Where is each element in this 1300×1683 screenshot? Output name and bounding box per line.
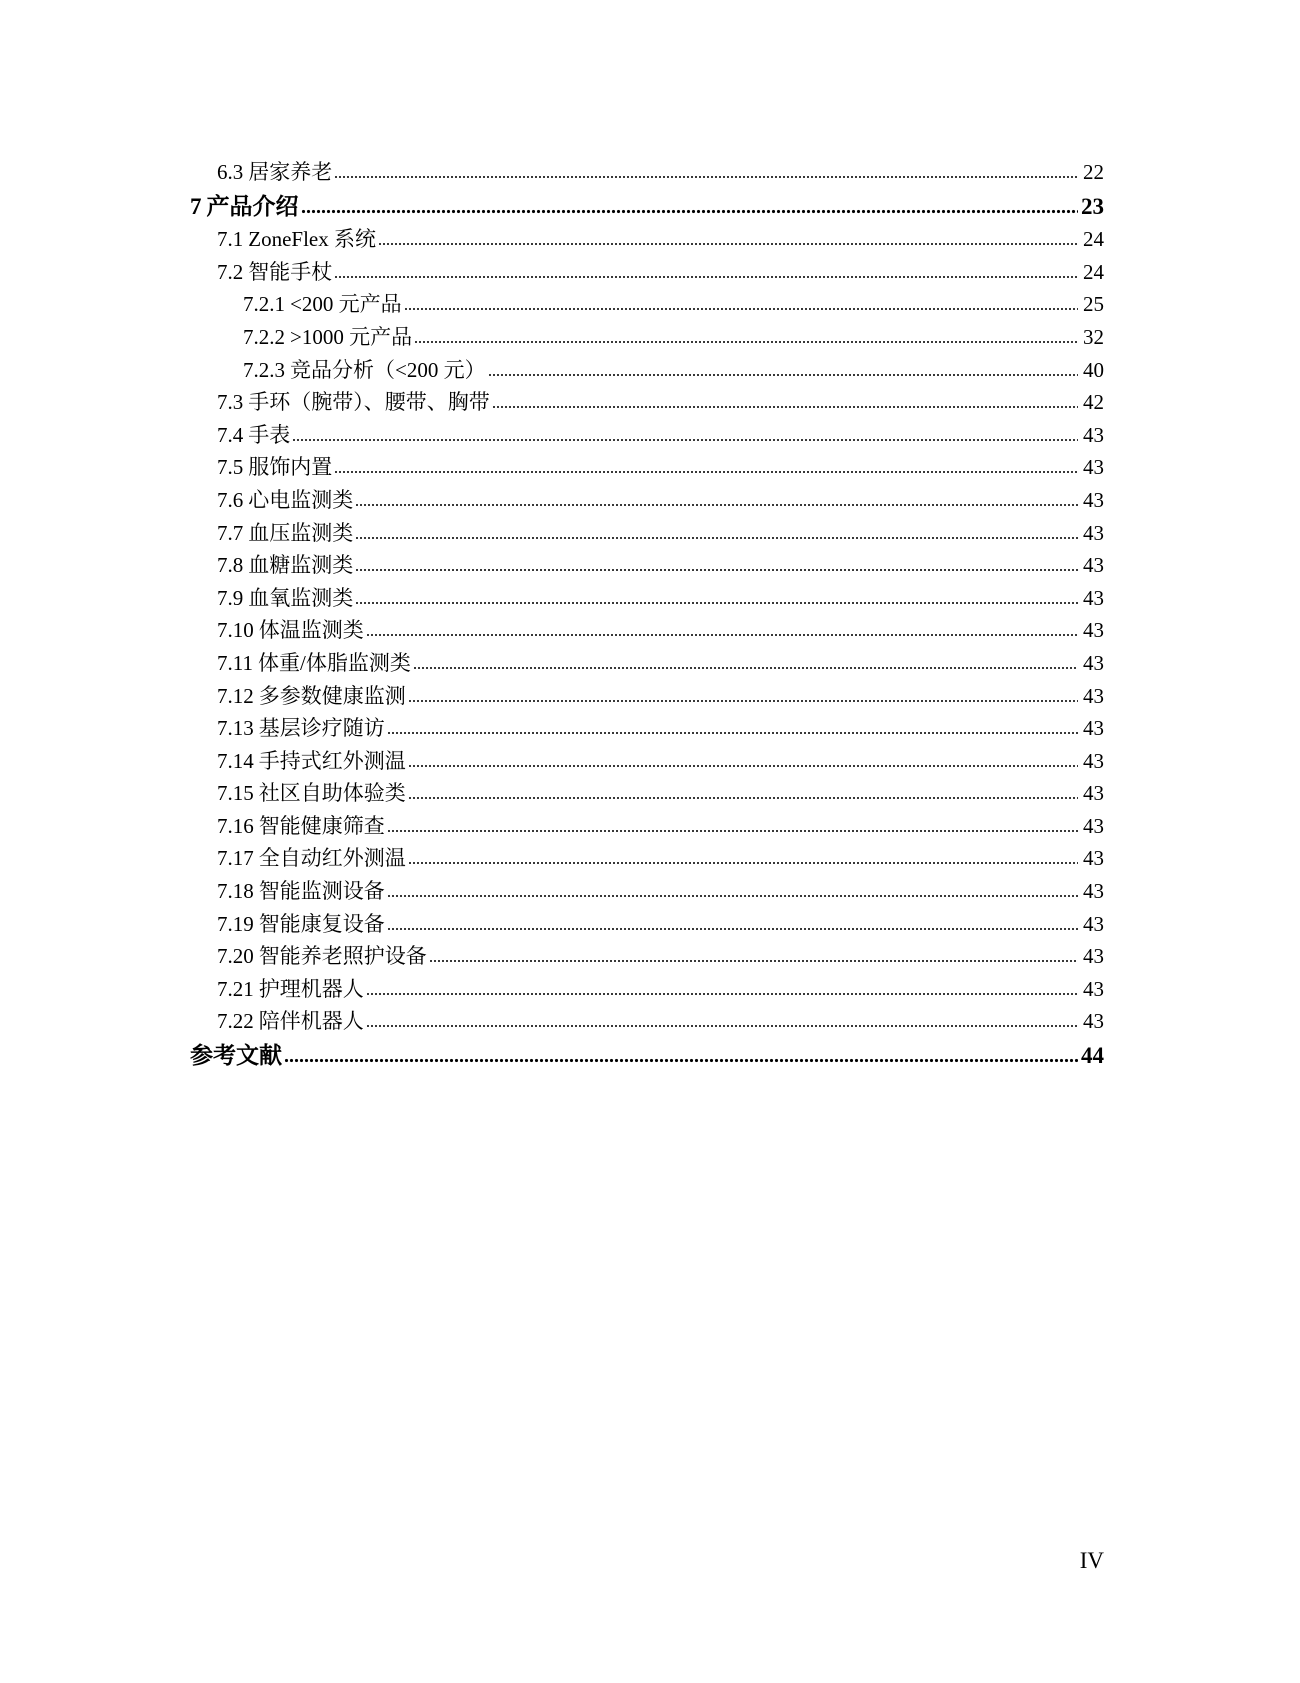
toc-entry-page: 42: [1083, 390, 1104, 415]
toc-entry-number: 7.12: [217, 683, 254, 708]
toc-entry-title: 智能监测设备: [258, 879, 385, 904]
toc-dot-leader: [408, 764, 1078, 768]
toc-entry-title: 智能手杖: [248, 259, 333, 284]
toc-entry-number: 7.7: [217, 520, 244, 545]
toc-entry-number: 7.21: [217, 976, 254, 1001]
toc-entry-title: 体温监测类: [258, 618, 364, 643]
toc-entry[interactable]: [190, 348, 1104, 381]
toc-dot-leader: [334, 470, 1078, 474]
toc-entry-page: 22: [1083, 159, 1104, 184]
toc-entry-number: 7.18: [217, 879, 254, 904]
toc-dot-leader: [488, 373, 1078, 377]
toc-entry-title: ZoneFlex 系统: [248, 227, 376, 252]
toc-entry-number: 7.2.3: [243, 357, 285, 382]
toc-dot-leader: [378, 242, 1078, 246]
toc-dot-leader: [334, 275, 1078, 279]
toc-entry[interactable]: [190, 837, 1104, 870]
toc-dot-leader: [334, 175, 1078, 179]
toc-entry-page: 43: [1083, 911, 1104, 936]
toc-entry-page: 43: [1083, 422, 1104, 447]
toc-entry-page: 43: [1083, 976, 1104, 1001]
toc-entry[interactable]: [190, 446, 1104, 479]
toc-entry-page: 43: [1083, 650, 1104, 675]
toc-entry-title: 参考文献: [190, 1043, 282, 1069]
toc-entry-title: 血糖监测类: [248, 553, 354, 578]
toc-entry-number: 7.2.1: [243, 292, 285, 317]
toc-entry-page: 43: [1083, 585, 1104, 610]
toc-entry-title: 智能养老照护设备: [258, 944, 427, 969]
toc-dot-leader: [413, 666, 1078, 670]
toc-entry[interactable]: [190, 707, 1104, 740]
toc-entry[interactable]: [190, 511, 1104, 544]
toc-entry-number: 7.1: [217, 227, 244, 252]
toc-dot-leader: [408, 699, 1078, 703]
toc-entry-page: 43: [1083, 487, 1104, 512]
toc-entry-title: >1000 元产品: [290, 324, 413, 349]
toc-entry-title: 社区自助体验类: [258, 781, 406, 806]
toc-entry-title: 血氧监测类: [248, 585, 354, 610]
toc-entry-number: 7.2: [217, 259, 244, 284]
toc-entry-number: 7.20: [217, 944, 254, 969]
toc-entry-title: 体重/体脂监测类: [257, 650, 411, 675]
toc-entry-page: 24: [1083, 227, 1104, 252]
toc-entry-page: 40: [1083, 357, 1104, 382]
toc-entry-page: 43: [1083, 846, 1104, 871]
toc-entry-page: 43: [1083, 618, 1104, 643]
toc-entry-number: 7.17: [217, 846, 254, 871]
toc-entry-title: 基层诊疗随访: [258, 716, 385, 741]
toc-entry[interactable]: [190, 935, 1104, 968]
toc-entry-title: 多参数健康监测: [258, 683, 406, 708]
toc-entry-number: 7.13: [217, 716, 254, 741]
toc-dot-leader: [355, 601, 1078, 605]
toc-dot-leader: [492, 405, 1078, 409]
toc-dot-leader: [366, 1024, 1078, 1028]
toc-entry-title: 智能康复设备: [258, 911, 385, 936]
toc-entry[interactable]: [190, 674, 1104, 707]
toc-dot-leader: [387, 731, 1078, 735]
toc-entry[interactable]: [190, 183, 1104, 218]
toc-entry-page: 43: [1083, 520, 1104, 545]
toc-dot-leader: [301, 209, 1079, 214]
table-of-contents: [190, 150, 1104, 1067]
toc-entry[interactable]: [190, 315, 1104, 348]
toc-entry-number: 7: [190, 193, 202, 219]
toc-entry-page: 43: [1083, 553, 1104, 578]
toc-entry-number: 7.19: [217, 911, 254, 936]
toc-entry[interactable]: [190, 544, 1104, 577]
toc-entry-title: 手持式红外测温: [258, 748, 406, 773]
toc-entry-number: 7.16: [217, 813, 254, 838]
toc-entry-title: 血压监测类: [248, 520, 354, 545]
toc-entry-page: 32: [1083, 324, 1104, 349]
toc-entry-title: 手环（腕带）、腰带、胸带: [248, 390, 490, 415]
toc-entry-title: 心电监测类: [248, 487, 354, 512]
toc-entry-title: 陪伴机器人: [258, 1009, 364, 1034]
toc-dot-leader: [387, 829, 1078, 833]
toc-entry-number: 7.10: [217, 618, 254, 643]
toc-entry-number: 7.6: [217, 487, 244, 512]
toc-entry[interactable]: [190, 150, 1104, 183]
toc-entry-title: 全自动红外测温: [258, 846, 406, 871]
toc-entry-page: 23: [1081, 193, 1104, 219]
toc-dot-leader: [355, 536, 1078, 540]
toc-entry-number: 7.15: [217, 781, 254, 806]
toc-dot-leader: [414, 340, 1078, 344]
toc-entry-number: 7.9: [217, 585, 244, 610]
toc-dot-leader: [429, 959, 1078, 963]
toc-entry[interactable]: [190, 413, 1104, 446]
toc-entry-title: 手表: [248, 422, 291, 447]
toc-dot-leader: [366, 633, 1078, 637]
toc-dot-leader: [408, 796, 1078, 800]
page-number: IV: [1079, 1548, 1104, 1573]
toc-entry-title: 服饰内置: [248, 455, 333, 480]
toc-entry[interactable]: [190, 869, 1104, 902]
toc-entry-title: 竞品分析（<200 元）: [290, 357, 486, 382]
toc-entry-page: 43: [1083, 944, 1104, 969]
toc-dot-leader: [404, 307, 1078, 311]
toc-entry-number: 7.5: [217, 455, 244, 480]
toc-entry-page: 43: [1083, 748, 1104, 773]
toc-entry-page: 43: [1083, 781, 1104, 806]
toc-entry-title: 护理机器人: [258, 976, 364, 1001]
toc-entry-page: 44: [1081, 1043, 1104, 1069]
toc-entry[interactable]: [190, 283, 1104, 316]
toc-entry[interactable]: [190, 250, 1104, 283]
toc-entry-page: 43: [1083, 813, 1104, 838]
toc-dot-leader: [292, 438, 1078, 442]
toc-entry[interactable]: [190, 381, 1104, 414]
toc-dot-leader: [408, 861, 1078, 865]
toc-entry[interactable]: [190, 804, 1104, 837]
toc-entry-page: 24: [1083, 259, 1104, 284]
toc-entry-number: 7.14: [217, 748, 254, 773]
toc-entry[interactable]: [190, 641, 1104, 674]
toc-entry-page: 43: [1083, 1009, 1104, 1034]
toc-entry[interactable]: [190, 576, 1104, 609]
toc-entry-page: 43: [1083, 716, 1104, 741]
toc-entry[interactable]: [190, 967, 1104, 1000]
toc-entry-page: 43: [1083, 683, 1104, 708]
toc-entry-number: 7.2.2: [243, 324, 285, 349]
toc-entry-number: 7.4: [217, 422, 244, 447]
toc-dot-leader: [366, 992, 1078, 996]
toc-entry-number: 7.3: [217, 390, 244, 415]
toc-dot-leader: [355, 503, 1078, 507]
toc-entry-title: 居家养老: [248, 159, 333, 184]
toc-dot-leader: [387, 894, 1078, 898]
toc-entry[interactable]: [190, 1032, 1104, 1067]
toc-entry-page: 43: [1083, 455, 1104, 480]
toc-entry[interactable]: [190, 609, 1104, 642]
toc-dot-leader: [355, 568, 1078, 572]
toc-entry[interactable]: [190, 739, 1104, 772]
toc-dot-leader: [284, 1058, 1078, 1063]
toc-entry-number: 6.3: [217, 159, 244, 184]
toc-entry-page: 25: [1083, 292, 1104, 317]
toc-entry[interactable]: [190, 1000, 1104, 1033]
toc-entry-number: 7.22: [217, 1009, 254, 1034]
toc-entry-title: 智能健康筛查: [258, 813, 385, 838]
toc-entry-page: 43: [1083, 879, 1104, 904]
toc-entry[interactable]: [190, 772, 1104, 805]
toc-entry-title: 产品介绍: [206, 193, 299, 219]
toc-entry[interactable]: [190, 478, 1104, 511]
toc-entry[interactable]: [190, 218, 1104, 251]
toc-entry-number: 7.11: [217, 650, 253, 675]
toc-entry-title: <200 元产品: [290, 292, 402, 317]
toc-entry-number: 7.8: [217, 553, 244, 578]
toc-dot-leader: [387, 927, 1078, 931]
toc-entry[interactable]: [190, 902, 1104, 935]
